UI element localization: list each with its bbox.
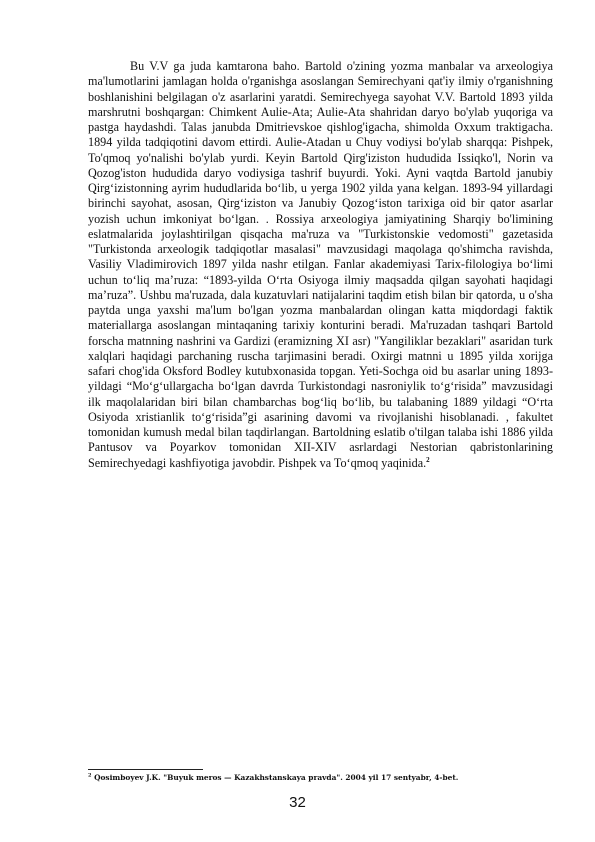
footnote xyxy=(88,773,558,782)
page-number: 32 xyxy=(289,794,306,811)
footnote-text: Qosimboyev J.K. "Buyuk meros — Kazakhstanskaya pravda". 2004 yil 17 sentyabr, 4-bet. xyxy=(94,773,459,782)
footnote-separator xyxy=(88,769,203,770)
body-paragraph xyxy=(88,59,553,471)
footnote-reference[interactable]: 2 xyxy=(426,455,430,464)
footnote-marker: 2 xyxy=(88,772,92,779)
paragraph-text: Bu V.V ga juda kamtarona baho. Bartold o'zining yozma manbalar va arxeologiya ma'lumotlarini jamlagan holda o'rganishga asoslangan Semirechyani qat'iy ilmiy o'rganishning boshlanishini belgilagan o'z asarlarini yaratdi. Semirechyega sayohat V.V. Bartold 1893 yilda marshrutni boshqargan: Chimkent Aulie-Ata; Aulie-Ata shahridan daryo bo'ylab yuqoriga va pastga haydashdi. Talas janubda Dmitrievskoe qishlog'igacha, shimolda Oxxum traktigacha. 1894 yilda tadqiqotini davom ettirdi. Aulie-Atadan u Chuy vodiysi bo'ylab sharqqa: Pishpek, To'qmoq yo'nalishi bo'ylab yurdi. Keyin Bartold Qirg'iziston hududida Issiqko'l, Norin va Qozog'iston hududida daryo vodiysiga tashrif buyurdi. Yoki. Ayni vaqtda Bartold janubiy Qirg‘izistonning ayrim hududlarida bo‘lib, u yerga 1902 yilda yana kelgan. 1893-94 yillardagi birinchi sayohat, asosan, Qirg‘iziston va Janubiy Qozog‘iston tarixiga oid bir qator asarlar yozish uchun imkoniyat bo‘lgan. . Rossiya arxeologiya jamiyatining Sharqiy bo'limining eslatmalarida joylashtirilgan qisqacha ma'ruza va "Turkistonskie vedomosti" gazetasida "Turkistonda arxeologik tadqiqotlar masalasi" mavzusidagi maqolaga qo'shimcha ravishda, Vasiliy Vladimirovich 1897 yilda nashr etilgan. Fanlar akademiyasi Tarix-filologiya bo‘limi uchun to‘liq ma’ruza: “1893-yilda O‘rta Osiyoga ilmiy maqsadda qilgan sayohati haqidagi ma’ruza”. Ushbu ma'ruzada, dala kuzatuvlari natijalarini taqdim etish bilan bir qatorda, u o'sha paytda unga yaxshi ma'lum bo'lgan yozma manbalardan olingan katta miqdordagi faktik materiallarga asoslangan mintaqaning tarixiy konturini beradi. Ma'ruzadan tashqari Bartold forscha matnning nashrini va Gardizi (eramizning XI asr) "Yangiliklar bezaklari" asaridan turk xalqlari haqidagi parchaning ruscha tarjimasini beradi. Oxirgi matnni u 1895 yilda xorijga safari chog'ida Oksford Bodley kutubxonasida topgan. Yeti-Sochga oid bu asarlar uning 1893-yildagi “Mo‘g‘ullargacha bo‘lgan davrda Turkistondagi nasroniylik to‘g‘risida” mavzusidagi ilk maqolalaridan biri bilan chambarchas bog‘liq bo‘lib, bu talabaning 1889 yildagi “O‘rta Osiyoda xristianlik to‘g‘risida”gi asarining davomi va rivojlanishi hisoblanadi. , fakultet tomonidan kumush medal bilan taqdirlangan. Bartoldning eslatib o'tilgan talaba ishi 1886 yilda Pantusov va Poyarkov tomonidan XII-XIV asrlardagi Nestorian qabristonlarining Semirechyedagi kashfiyotiga javobdir. Pishpek va To‘qmoq yaqinida. xyxy=(88,59,553,470)
